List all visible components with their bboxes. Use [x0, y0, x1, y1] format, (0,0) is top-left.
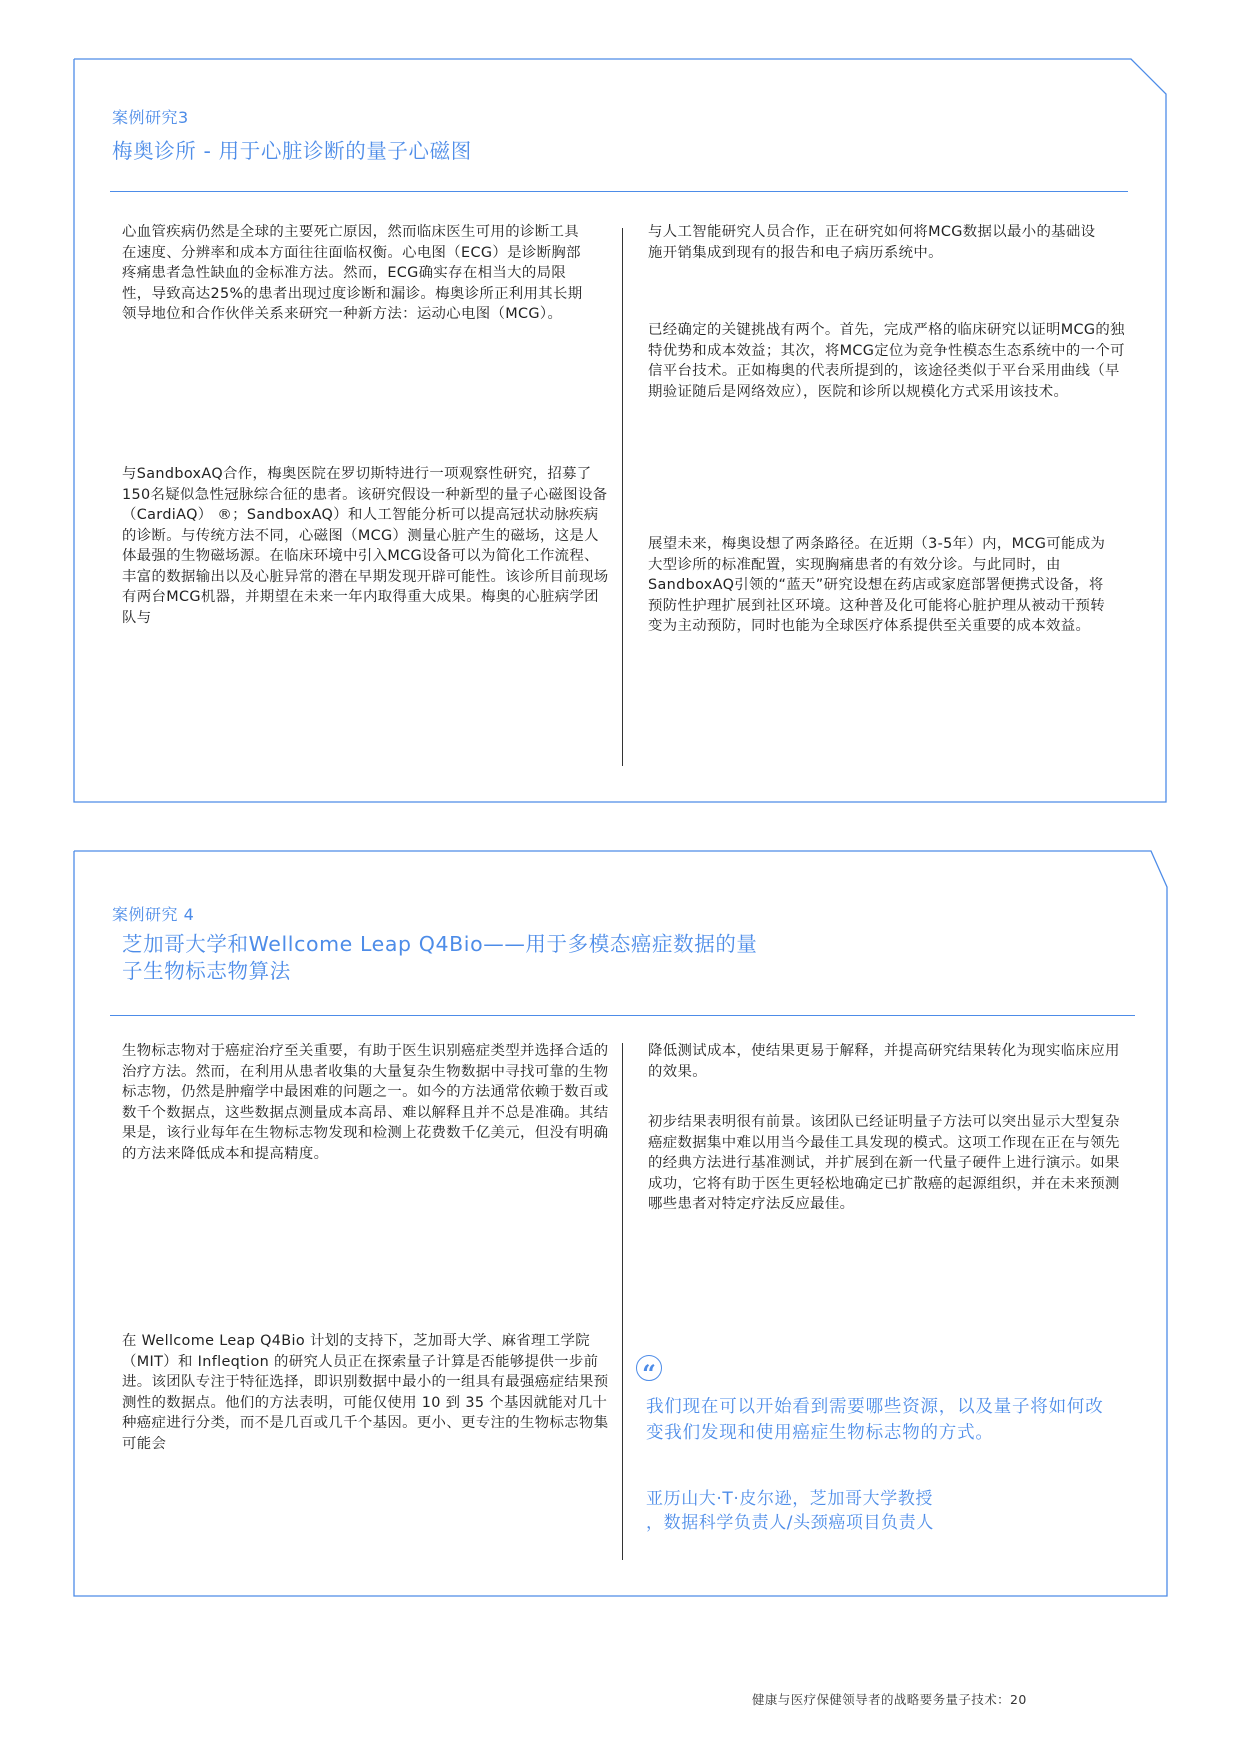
page-footer: 健康与医疗保健领导者的战略要务量子技术：20	[752, 1692, 1027, 1707]
body-paragraph: 降低测试成本，使结果更易于解释，并提高研究结果转化为现实临床应用的效果。	[648, 1043, 1120, 1080]
body-paragraph: 与SandboxAQ合作，梅奥医院在罗切斯特进行一项观察性研究，招募了150名疑似急性冠脉综合征的患者。该研究假设一种新型的量子心磁图设备（CardiAQ） ®；SandboxAQ）和人工智能分析可以提高冠状动脉疾病的诊断。与传统方法不同，心磁图（MCG）测量心脏产生的磁场，这是人体最强的生物磁场源。在临床环境中引入MCG设备可以为简化工作流程、丰富的数据输出以及心脏异常的潜在早期发现开辟可能性。该诊所目前现场有两台MCG机器，并期望在未来一年内取得重大成果。梅奥的心脏病学团队与	[122, 466, 609, 626]
body-paragraph: 在 Wellcome Leap Q4Bio 计划的支持下，芝加哥大学、麻省理工学院（MIT）和 Infleqtion 的研究人员正在探索量子计算是否能够提供一步前进。该团队专注于特征选择，即识别数据中最小的一组具有最强癌症结果预测性的数据点。他们的方法表明，可能仅使用 10 到 35 个基因就能对几十种癌症进行分类，而不是几百或几千个基因。更小、更专注的生物标志物集可能会	[122, 1333, 609, 1452]
body-paragraph: 与人工智能研究人员合作，正在研究如何将MCG数据以最小的基础设施开销集成到现有的报告和电子病历系统中。	[648, 224, 1096, 261]
body-paragraph: 初步结果表明很有前景。该团队已经证明量子方法可以突出显示大型复杂癌症数据集中难以用当今最佳工具发现的模式。这项工作现在正在与领先的经典方法进行基准测试，并扩展到在新一代量子硬件上进行演示。如果成功，它将有助于医生更轻松地确定已扩散癌的起源组织，并在未来预测哪些患者对特定疗法反应最佳。	[648, 1114, 1120, 1212]
header-divider	[110, 1015, 1135, 1016]
case-study-label: 案例研究 4	[112, 905, 195, 924]
body-paragraph: 展望未来，梅奥设想了两条路径。在近期（3-5年）内，MCG可能成为大型诊所的标准配置，实现胸痛患者的有效分诊。与此同时，由SandboxAQ引领的“蓝天”研究设想在药店或家庭部署便携式设备，将预防性护理扩展到社区环境。这种普及化可能将心脏护理从被动干预转变为主动预防，同时也能为全球医疗体系提供至关重要的成本效益。	[648, 536, 1106, 634]
quote-attribution-continued: ，数据科学负责人/头颈癌项目负责人	[646, 1513, 934, 1533]
pull-quote: 我们现在可以开始看到需要哪些资源，以及量子将如何改变我们发现和使用癌症生物标志物的方式。	[646, 1397, 1104, 1443]
body-paragraph: 已经确定的关键挑战有两个。首先，完成严格的临床研究以证明MCG的独特优势和成本效益；其次，将MCG定位为竞争性模态生态系统中的一个可信平台技术。正如梅奥的代表所提到的，该途径类似于平台采用曲线（早期验证随后是网络效应），医院和诊所以规模化方式采用该技术。	[648, 322, 1125, 400]
case-study-title: 芝加哥大学和Wellcome Leap Q4Bio——用于多模态癌症数据的量	[122, 932, 758, 956]
column-divider	[622, 1043, 623, 1560]
case-study-title: 梅奥诊所 - 用于心脏诊断的量子心磁图	[112, 139, 472, 163]
quote-attribution: 亚历山大·T·皮尔逊，芝加哥大学教授	[646, 1489, 933, 1509]
body-paragraph: 心血管疾病仍然是全球的主要死亡原因，然而临床医生可用的诊断工具在速度、分辨率和成本方面往往面临权衡。心电图（ECG）是诊断胸部疼痛患者急性缺血的金标准方法。然而，ECG确实存在相当大的局限性，导致高达25%的患者出现过度诊断和漏诊。梅奥诊所正利用其长期领导地位和合作伙伴关系来研究一种新方法：运动心电图（MCG）。	[122, 224, 583, 322]
case-study-label: 案例研究3	[112, 108, 189, 127]
quote-icon: “	[636, 1355, 662, 1381]
body-paragraph: 生物标志物对于癌症治疗至关重要，有助于医生识别癌症类型并选择合适的治疗方法。然而，在利用从患者收集的大量复杂生物数据中寻找可靠的生物标志物，仍然是肿瘤学中最困难的问题之一。如今的方法通常依赖于数百或数千个数据点，这些数据点测量成本高昂、难以解释且并不总是准确。其结果是，该行业每年在生物标志物发现和检测上花费数千亿美元，但没有明确的方法来降低成本和提高精度。	[122, 1043, 609, 1162]
case-study-title-continued: 子生物标志物算法	[122, 959, 291, 983]
